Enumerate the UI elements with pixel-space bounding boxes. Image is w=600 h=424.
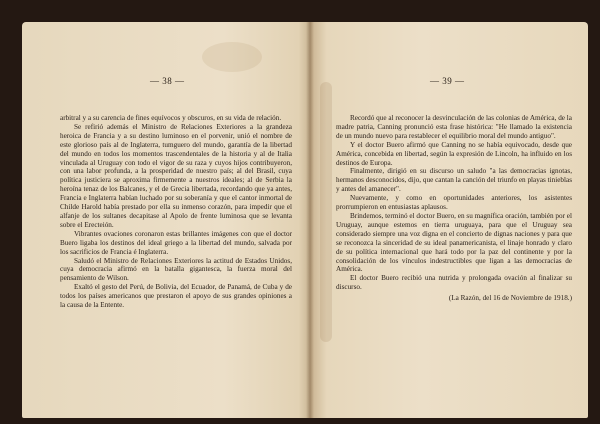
paragraph: Se refirió además el Ministro de Relaciones Exteriores a la grandeza heroica de Francia y a su destino luminoso en el porvenir, unió el nombre de este glorioso país al de Inglaterra, tumguero del mundo, garantía de la libertad del mundo en todos los momentos trascendentales de la historia y al de Italia vinculada al Uruguay con todo el vigor de su raza y cuyos hijos contribuyeron, con una labor profunda, a la prosperidad de nuestro país; al del Brasil, cuya política justiciera se aproxima firmemente a nuestros ideales; al de Serbia la heroína tenaz de los Balcanes, y el de Grecia libertada, recordando que ya antes, Francia e Inglaterra habían luchado por su soberanía y que el cantor inmortal de Childe Harold había prestado por ella su inmenso corazón, para impedir que el alfanje de los sultanes decapitase al Apolo de frente luminosa que se levanta sobre el Erecteión. [60, 122, 292, 229]
paragraph: Y el doctor Buero afirmó que Canning no se había equivocado, desde que América, concebida en libertad, según la expresión de Lincoln, ha influido en los destinos de Europa. [336, 140, 572, 167]
paragraph: Nuevamente, y como en oportunidades anteriores, los asistentes prorrumpieron en entusiastas aplausos. [336, 194, 572, 212]
paragraph: Finalmente, dirigió en su discurso un saludo "a las democracias ignotas, hermanos desconocidos, dijo, que cantan la canción del triunfo en playas tinieblas y antes del amanecer". [336, 167, 572, 194]
left-page-text [60, 114, 292, 310]
paragraph: Vibrantes ovaciones coronaron estas brillantes imágenes con que el doctor Buero ligaba los destinos del ideal griego a la libertad del mundo, salvada por los sacrificios de Francia é Inglaterra. [60, 229, 292, 256]
paragraph: Exaltó el gesto del Perú, de Bolivia, del Ecuador, de Panamá, de Cuba y de todos los países americanos que prestaron el apoyo de sus grandes opiniones a la causa de la Entente. [60, 283, 292, 310]
page-number-left: — 38 — [150, 76, 185, 86]
book-gutter [306, 22, 314, 418]
paragraph: El doctor Buero recibió una nutrida y prolongada ovación al finalizar su discurso. [336, 274, 572, 292]
page-number-right: — 39 — [430, 76, 465, 86]
paper-stain [202, 42, 262, 72]
source-citation: (La Razón, del 16 de Noviembre de 1918.) [448, 294, 572, 303]
gutter-shadow [320, 82, 332, 342]
paragraph: arbitral y a su carencia de fines equívocos y obscuros, en su vida de relación. [60, 114, 282, 122]
left-page [22, 22, 310, 418]
paragraph: Saludó el Ministro de Relaciones Exteriores la actitud de Estados Unidos, cuya democracia afirmó en la batalla gigantesca, la fuerza moral del pensamiento de Wilson. [60, 256, 292, 283]
right-page-text [336, 114, 572, 303]
paragraph: Recordó que al reconocer la desvinculación de las colonias de América, de la madre patria, Canning pronunció esta frase histórica: "He llamado la existencia de un mundo nuevo para restablecer el equilibrio moral del mundo antiguo". [336, 114, 572, 140]
paragraph: Brindemos, terminó el doctor Buero, en su magnífica oración, también por el Uruguay, aunque estemos en tierra uruguaya, para que el Uruguay sea considerado siempre una voz digna en el concierto de dignas naciones y para que se reconozca la sinceridad de su ideal panamericanista, el linaje honrado y claro de su política internacional que hará todo por la paz del continente y por la consolidación de los vínculos indestructibles que ligan a las democracias de América. [336, 211, 572, 274]
right-page [310, 22, 588, 418]
